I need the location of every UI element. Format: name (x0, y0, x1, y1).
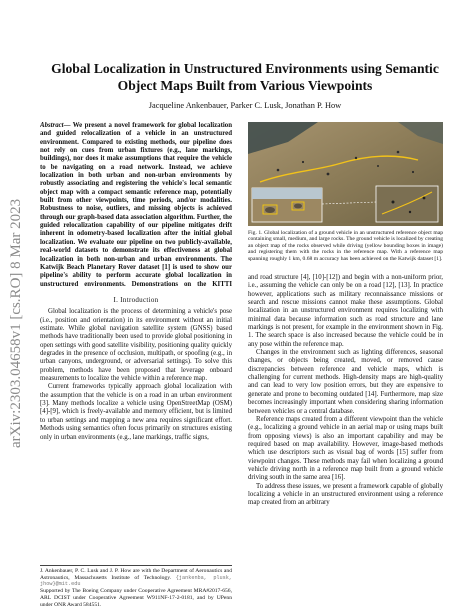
intro-paragraph: Current frameworks typically approach global localization with the assumption that the vehicle is on a road in an urban environment [3]. Many methods localize a vehicle using OpenStreetMap (OSM) [4]-[9], which is freely-available and memory efficient, but is limited to urban settings and mapping a new area requires significant effort. Methods using semantics often focus primarily on structures existing only in urban environments (e.g., lane markings, traffic signs, (40, 383, 232, 441)
rock-marker (277, 169, 280, 172)
inset-rock (294, 204, 302, 209)
body-paragraph: and road structure [4], [10]-[12]) and begin with a non-uniform prior, i.e., assuming the vehicle can only be on a road [12], [13]. In practice however, applications such as military reconnaissance missions or search and rescue missions cannot make these assumptions. Global localization in an unstructured environment requires localizing with minimal data because information such as road structure and lane markings is not present, for example in the environment shown in Fig. 1. The search space is also increased because the vehicle could be in any pose within the reference map. (248, 274, 443, 348)
footnote-funding: Supported by The Boeing Company under Cooperative Agreement MRA#2017-656, ARL DCIST under Cooperative Agreement W911NF-17-2-0181, and by UPenn under ONR Award 584551. (40, 588, 232, 608)
intro-paragraph: Global localization is the process of determining a vehicle's pose (i.e., position and orientation) in its environment without an initial estimate. While global navigation satellite system (GNSS) based methods have traditionally been used to provide global positioning in open settings with good satellite visibility, positioning quality quickly degrades in the presence of occlusion, multipath, or spoofing (e.g., in urban canyons, underground, or adversarial settings). To solve this problem, methods have been proposed that leverage onboard measurements to localize the vehicle within a reference map. (40, 308, 232, 383)
rock-marker (377, 165, 379, 167)
arxiv-stamp (4, 150, 26, 450)
intro-body (40, 308, 232, 500)
body-paragraph: To address these issues, we present a framework capable of globally localizing a vehicle in an unstructured environment using a reference map created from an arbitrary (248, 482, 443, 507)
paper-title: Global Localization in Unstructured Environments using Semantic Object Maps Built from Various Viewpoints (51, 61, 439, 93)
section-heading: I. Introduction (113, 296, 159, 304)
ground-camera-inset (252, 188, 322, 222)
abstract-label: Abstract (40, 122, 64, 129)
local-map-rock (409, 211, 411, 213)
inset-sky (252, 188, 322, 199)
arxiv-id-text: arXiv:2303.04658v1 [cs.RO] 8 Mar 2023 (8, 198, 24, 448)
abstract-text: We present a novel framework for global localization and guided relocalization of a vehicle in an unstructured environment. Compared to existing methods, our pipeline does not rely on cues from urban fixtures (e.g., lane markings, buildings), nor does it make assumptions that require the vehicle to be navigating on a road network. Instead, we achieve localization in both urban and non-urban environments by robustly associating and registering the vehicle's local semantic object map with a compact semantic reference map, potentially built from other viewpoints, time periods, and/or modalities. Robustness to noise, outliers, and missing objects is achieved through our graph-based data association algorithm. Further, the guided relocalization capability of our pipeline mitigates drift inherent in odometry-based localization after the initial global localization. We evaluate our pipeline on two publicly-available, real-world datasets to demonstrate its effectiveness at global localization in both non-urban and urban environments. The Katwijk Beach Planetary Rover dataset [1] is used to show our pipeline's ability to perform accurate global localization in unstructured environments. Demonstrations on the KITTI (40, 122, 232, 288)
body-paragraph: Reference maps created from a different viewpoint than the vehicle (e.g., localizing a ground vehicle in an aerial map or using maps built from opposing views) is also an important capability and may be required based on map availability. However, image-based methods which use descriptors such as visual bag of words [15] suffer from viewpoint changes. These methods may fail when localizing a ground vehicle driving north in a reference map built from a ground vehicle driving south in the same area [16]. (248, 415, 443, 482)
right-column (248, 122, 443, 591)
rock-marker (412, 171, 414, 173)
footnote-affiliation (40, 568, 232, 588)
footnote-author-affil: J. Ankenbauer, P. C. Lusk and J. P. How are with the Department of Aeronautics and Astronautics, Massachusetts Institute of Technology. (40, 568, 232, 581)
figure-caption: Fig. 1. Global localization of a ground vehicle in an unstructured reference object map containing small, medium, and large rocks. The ground vehicle is localized by creating an object map of the rocks observed while driving (yellow bounding boxes in image) and registering them with the rocks in the reference map. With a reference map spanning roughly 1 km, 0.68 m accuracy has been achieved on the Katwijk dataset [1]. (248, 230, 443, 262)
local-map-rock (392, 201, 395, 204)
arxiv-stamp-graphic (4, 150, 26, 450)
local-map-inset (376, 186, 438, 222)
rock-marker (355, 157, 357, 159)
figure-1-graphic (248, 122, 443, 226)
local-map-rock (423, 197, 426, 200)
author-list: Jacqueline Ankenbauer, Parker C. Lusk, Jonathan P. How (148, 101, 342, 110)
rock-marker (327, 173, 330, 176)
body-paragraph: Changes in the environment such as lighting differences, seasonal changes, or objects being created, moved, or removed cause discrepancies between reference and vehicle maps, which is challenging for current methods. High-density maps are high-quality and can lead to very low position errors, but they are expensive to generate and prone to becoming outdated [14]. Furthermore, map size becomes increasingly important when considering sharing information between vehicles or a central database. (248, 349, 443, 415)
rock-marker (302, 161, 304, 163)
inset-rock (265, 207, 275, 213)
abstract: Abstract— We present a novel framework for global localization and guided relocalization of a vehicle in an unstructured environment. Compared to existing methods, our pipeline does not rely on cues from urban fixtures (e.g., lane markings, buildings), nor does it make assumptions that require the vehicle to be navigating on a road network. Instead, we achieve localization in both urban and non-urban environments by robustly associating and registering the vehicle's local semantic object map with a compact semantic reference map, potentially built from other viewpoints, time periods, and/or modalities. Robustness to noise, outliers, and missing objects is achieved through our graph-based data association algorithm. Further, the guided relocalization capability of our pipeline mitigates drift inherent in odometry-based localization after the initial global localization. We evaluate our pipeline on two publicly-available, real-world datasets to demonstrate its effectiveness at global localization in both non-urban and urban environments. The Katwijk Beach Planetary Rover dataset [1] is used to show our pipeline's ability to perform accurate global localization in unstructured environments. Demonstrations on the KITTI (40, 122, 232, 288)
footnote-emails: {jankenba, plusk, jhow}@mit.edu (40, 574, 232, 588)
left-column (40, 122, 232, 500)
footnote (40, 565, 232, 608)
figure-1 (248, 122, 443, 226)
rock-marker (397, 151, 400, 154)
right-body (248, 274, 443, 591)
